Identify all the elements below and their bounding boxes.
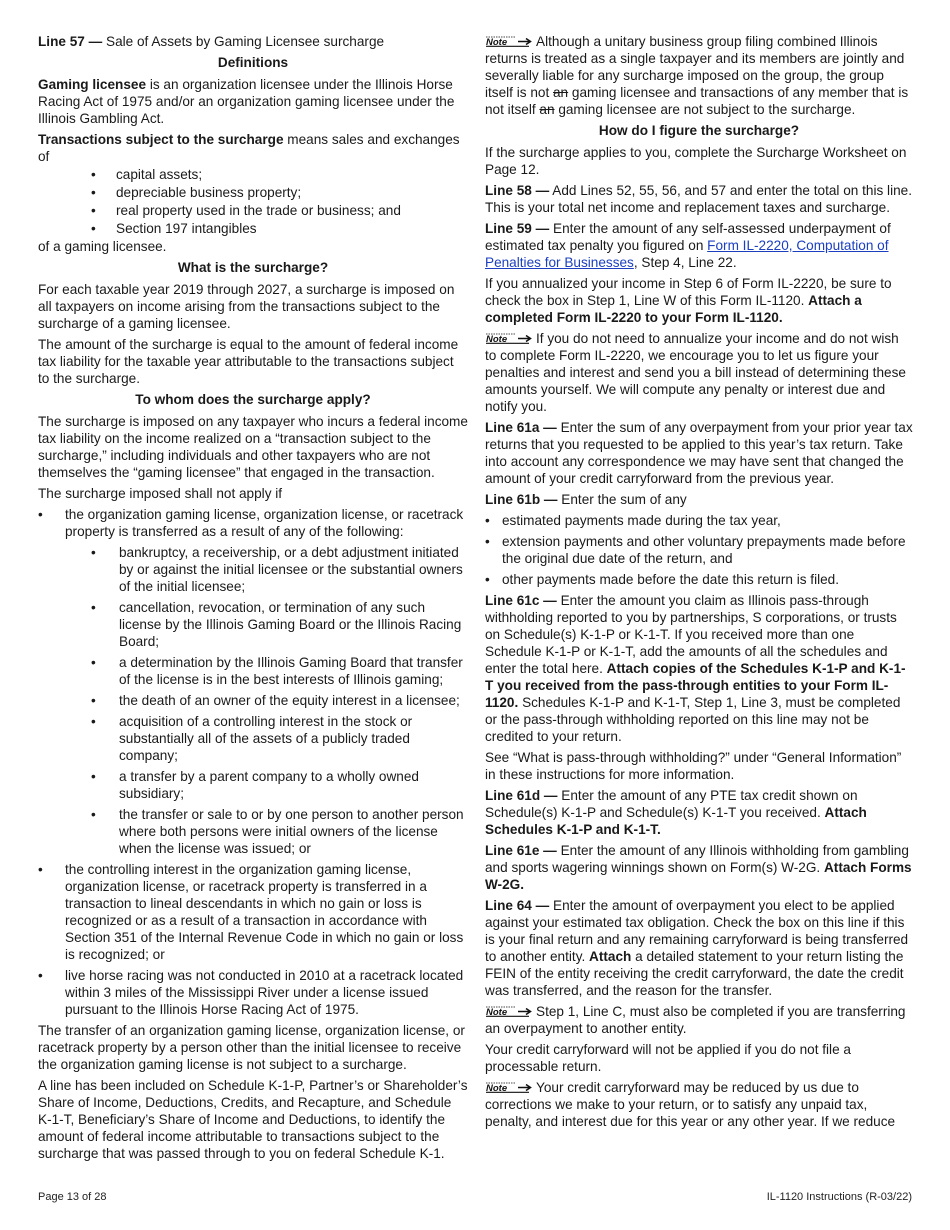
sub-list-item: • the death of an owner of the equity interest in a licensee; bbox=[119, 692, 468, 709]
svg-text:Note: Note bbox=[486, 334, 508, 344]
what-is-surcharge-heading: What is the surcharge? bbox=[177, 260, 329, 275]
whom-paragraph-2: The surcharge imposed shall not apply if bbox=[38, 486, 283, 501]
what-paragraph-1: For each taxable year 2019 through 2027, a surcharge is imposed on all taxpayers on income arising from the transactions subject to the surcharge of a gaming licensee. bbox=[38, 282, 455, 331]
line57-paragraph: Line 57 — Sale of Assets by Gaming Licensee surcharge bbox=[38, 34, 385, 49]
note-step1: Note Step 1, Line C, must also be completed if you are transferring an overpayment to another entity. bbox=[485, 1004, 906, 1036]
sub-list-item: • bankruptcy, a receivership, or a debt adjustment initiated by or against the initial licensee or the substantial owners of the initial licensee; bbox=[119, 544, 468, 595]
line59-paragraph: Line 59 — Enter the amount of any self-assessed underpayment of estimated tax penalty you figured on Form IL-2220, Computation of Penalties for Businesses, Step 4, Line 22. bbox=[485, 221, 891, 270]
line61b-paragraph: Line 61b — Enter the sum of any bbox=[485, 492, 687, 507]
form-id: IL-1120 Instructions (R-03/22) bbox=[766, 1191, 912, 1203]
see-paragraph: See “What is pass-through withholding?” under “General Information” in these instructions for more information. bbox=[485, 750, 902, 782]
sub-list-item: • cancellation, revocation, or termination of any such license by the Illinois Gaming Board or the Illinois Racing Board; bbox=[119, 599, 468, 650]
to-whom-heading: To whom does the surcharge apply? bbox=[135, 392, 371, 407]
list-item: • capital assets; bbox=[116, 166, 468, 183]
transfer-paragraph: The transfer of an organization gaming license, organization license, or racetrack property by a person other than the initial licensee to receive the organization gaming license is not subject to a surcharge. bbox=[38, 1023, 465, 1072]
transactions-definition: Transactions subject to the surcharge means sales and exchanges of bbox=[38, 132, 460, 164]
annualize-paragraph: If you annualized your income in Step 6 of Form IL-2220, be sure to check the box in Step 1, Line W of this Form IL-1120. Attach a completed Form IL-2220 to your Form IL-1120. bbox=[485, 276, 892, 325]
carryforward-paragraph: Your credit carryforward will not be applied if you do not file a processable return. bbox=[485, 1042, 851, 1074]
list-item: • real property used in the trade or business; and bbox=[116, 202, 468, 219]
exception-item: • live horse racing was not conducted in 2010 at a racetrack located within 3 miles of the Mississippi River under a license issued pursuant to the Illinois Horse Racing Act of 1975. bbox=[65, 967, 468, 1018]
line61c-paragraph: Line 61c — Enter the amount you claim as Illinois pass-through withholding reported to you by partnerships, S corporations, or trusts on Schedule(s) K-1-P or K-1-T. If you received more than one Schedule K-1-P or K-1-T, add the amounts of all the schedules and enter the total here. Attach copies of the Schedules K-1-P and K-1-T you received from the pass-through entities to your Form IL-1120. Schedules K-1-P and K-1-T, Step 1, Line 3, must be completed or the pass-through withholding reported on this line may not be credited to your return. bbox=[485, 593, 906, 744]
how-figure-heading: How do I figure the surcharge? bbox=[598, 123, 800, 138]
figure-paragraph: If the surcharge applies to you, complete the Surcharge Worksheet on Page 12. bbox=[485, 145, 907, 177]
exception-item: • the controlling interest in the organization gaming license, organization license, or racetrack property is transferred in a transaction to lineal descendants in which no gain or loss is recognized or as a result of a transaction in accordance with Section 351 of the Internal Revenue Code in which no gain or loss is recognized; or bbox=[65, 861, 468, 963]
of-gaming-licensee-text: of a gaming licensee. bbox=[38, 239, 167, 254]
what-paragraph-2: The amount of the surcharge is equal to the amount of federal income tax liability for the taxable year attributable to the transactions subject to the surcharge. bbox=[38, 337, 459, 386]
line61d-paragraph: Line 61d — Enter the amount of any PTE tax credit shown on Schedule(s) K-1-P and Schedule(s) K-1-T you received. Attach Schedules K-1-P and K-1-T. bbox=[485, 788, 867, 837]
line61e-paragraph: Line 61e — Enter the amount of any Illinois withholding from gambling and sports wagering winnings shown on Form(s) W-2G. Attach Forms W-2G. bbox=[485, 843, 912, 892]
form-il-2220-link[interactable]: Form IL-2220, Computation of Penalties for Businesses bbox=[485, 238, 889, 270]
svg-text:Note: Note bbox=[486, 1007, 508, 1017]
line58-paragraph: Line 58 — Add Lines 52, 55, 56, and 57 and enter the total on this line. This is your total net income and replacement taxes and surcharge. bbox=[485, 183, 912, 215]
note-unitary: Note Although a unitary business group filing combined Illinois returns is treated as a single taxpayer and its members are jointly and severally liable for any surcharge imposed on the group, the group itself is not an gaming licensee and transactions of any member that is not itself an gaming licensee are not subject to the surcharge. bbox=[485, 34, 909, 117]
line64-paragraph: Line 64 — Enter the amount of overpayment you elect to be applied against your estimated tax obligation. Check the box on this line if this is your final return and any remaining carryforward is being transferred to another entity. Attach a detailed statement to your return listing the FEIN of the entity receiving the credit carryforward, the date the credit was transferred, and the reason for the transfer. bbox=[485, 898, 909, 998]
line61a-paragraph: Line 61a — Enter the sum of any overpayment from your prior year tax returns that you requested to be applied to this year’s tax return. Take into account any correspondence we may have sent that changed the amount of your credit carryforward from the previous year. bbox=[485, 420, 913, 486]
right-column bbox=[485, 33, 913, 1134]
svg-text:Note: Note bbox=[486, 1083, 508, 1093]
transaction-types-list bbox=[38, 166, 468, 237]
payments-list bbox=[485, 512, 913, 588]
whom-paragraph-1: The surcharge is imposed on any taxpayer who incurs a federal income tax liability on the income realized on a “transaction subject to the surcharge,” including individuals and other taxpayers who are not themselves the “gaming licensee” that engaged in the transaction. bbox=[38, 414, 468, 480]
list-item: • Section 197 intangibles bbox=[116, 220, 468, 237]
note-annualize: Note If you do not need to annualize your income and do not wish to complete Form IL-2220, we encourage you to let us figure your penalties and interest and send you a bill instead of determining these amounts yourself. We will compute any penalty or interest due and notify you. bbox=[485, 331, 906, 414]
note-carryforward: Note Your credit carryforward may be reduced by us due to corrections we make to your return, or to satisfy any unpaid tax, penalty, and interest due for this year or any other year. If we reduce bbox=[485, 1080, 896, 1129]
exceptions-list bbox=[38, 506, 468, 1018]
svg-text:Note: Note bbox=[486, 37, 508, 47]
list-item: • estimated payments made during the tax year, bbox=[502, 512, 913, 529]
list-item: • other payments made before the date this return is filed. bbox=[502, 571, 913, 588]
note-icon bbox=[485, 36, 534, 47]
note-icon bbox=[485, 1006, 534, 1017]
definitions-heading: Definitions bbox=[217, 55, 289, 70]
sub-list-item: • a determination by the Illinois Gaming Board that transfer of the license is in the best interests of Illinois gaming; bbox=[119, 654, 468, 688]
sub-list-item: • acquisition of a controlling interest in the stock or substantially all of the assets of a publicly traded company; bbox=[119, 713, 468, 764]
list-item: • extension payments and other voluntary prepayments made before the original due date of the return, and bbox=[502, 533, 913, 567]
page-number: Page 13 of 28 bbox=[38, 1191, 107, 1203]
sub-list-item: • a transfer by a parent company to a wholly owned subsidiary; bbox=[119, 768, 468, 802]
list-item: • depreciable business property; bbox=[116, 184, 468, 201]
k1-paragraph: A line has been included on Schedule K-1-P, Partner’s or Shareholder’s Share of Income, Deductions, Credits, and Recapture, and Schedule K-1-T, Beneficiary’s Share of Income and Deductions, to identify the amount of federal income attributable to transactions subject to the surcharge that was passed through to you on federal Schedule K-1. bbox=[38, 1078, 468, 1161]
gaming-licensee-definition: Gaming licensee is an organization licensee under the Illinois Horse Racing Act of 1975 and/or an organization gaming licensee under the Illinois Gambling Act. bbox=[38, 77, 455, 126]
note-icon bbox=[485, 1082, 534, 1093]
left-column bbox=[38, 33, 468, 1166]
note-icon bbox=[485, 333, 534, 344]
exception-item: • the organization gaming license, organization license, or racetrack property is transferred as a result of any of the following: • bankruptcy, a receivership, or a debt adjustment initiated by or against the initial licensee or the substantial owners of the initial licensee; • cancellation, revocation, or termination of any such license by the Illinois Gaming Board or the Illinois Racing Board; • a determination by the Illinois Gaming Board that transfer of the license is in the best interests of Illinois gaming; • the death of an owner of the equity interest in a licensee; • acquisition of a controlling interest in the stock or substantially all of the assets of a publicly traded company; • a transfer by a parent company to a wholly owned subsidiary; • the transfer or sale to or by one person to another person where both persons were initial owners of the license when the license was issued; or bbox=[65, 506, 468, 857]
exception-sublist bbox=[65, 544, 468, 857]
sub-list-item: • the transfer or sale to or by one person to another person where both persons were initial owners of the license when the license was issued; or bbox=[119, 806, 468, 857]
